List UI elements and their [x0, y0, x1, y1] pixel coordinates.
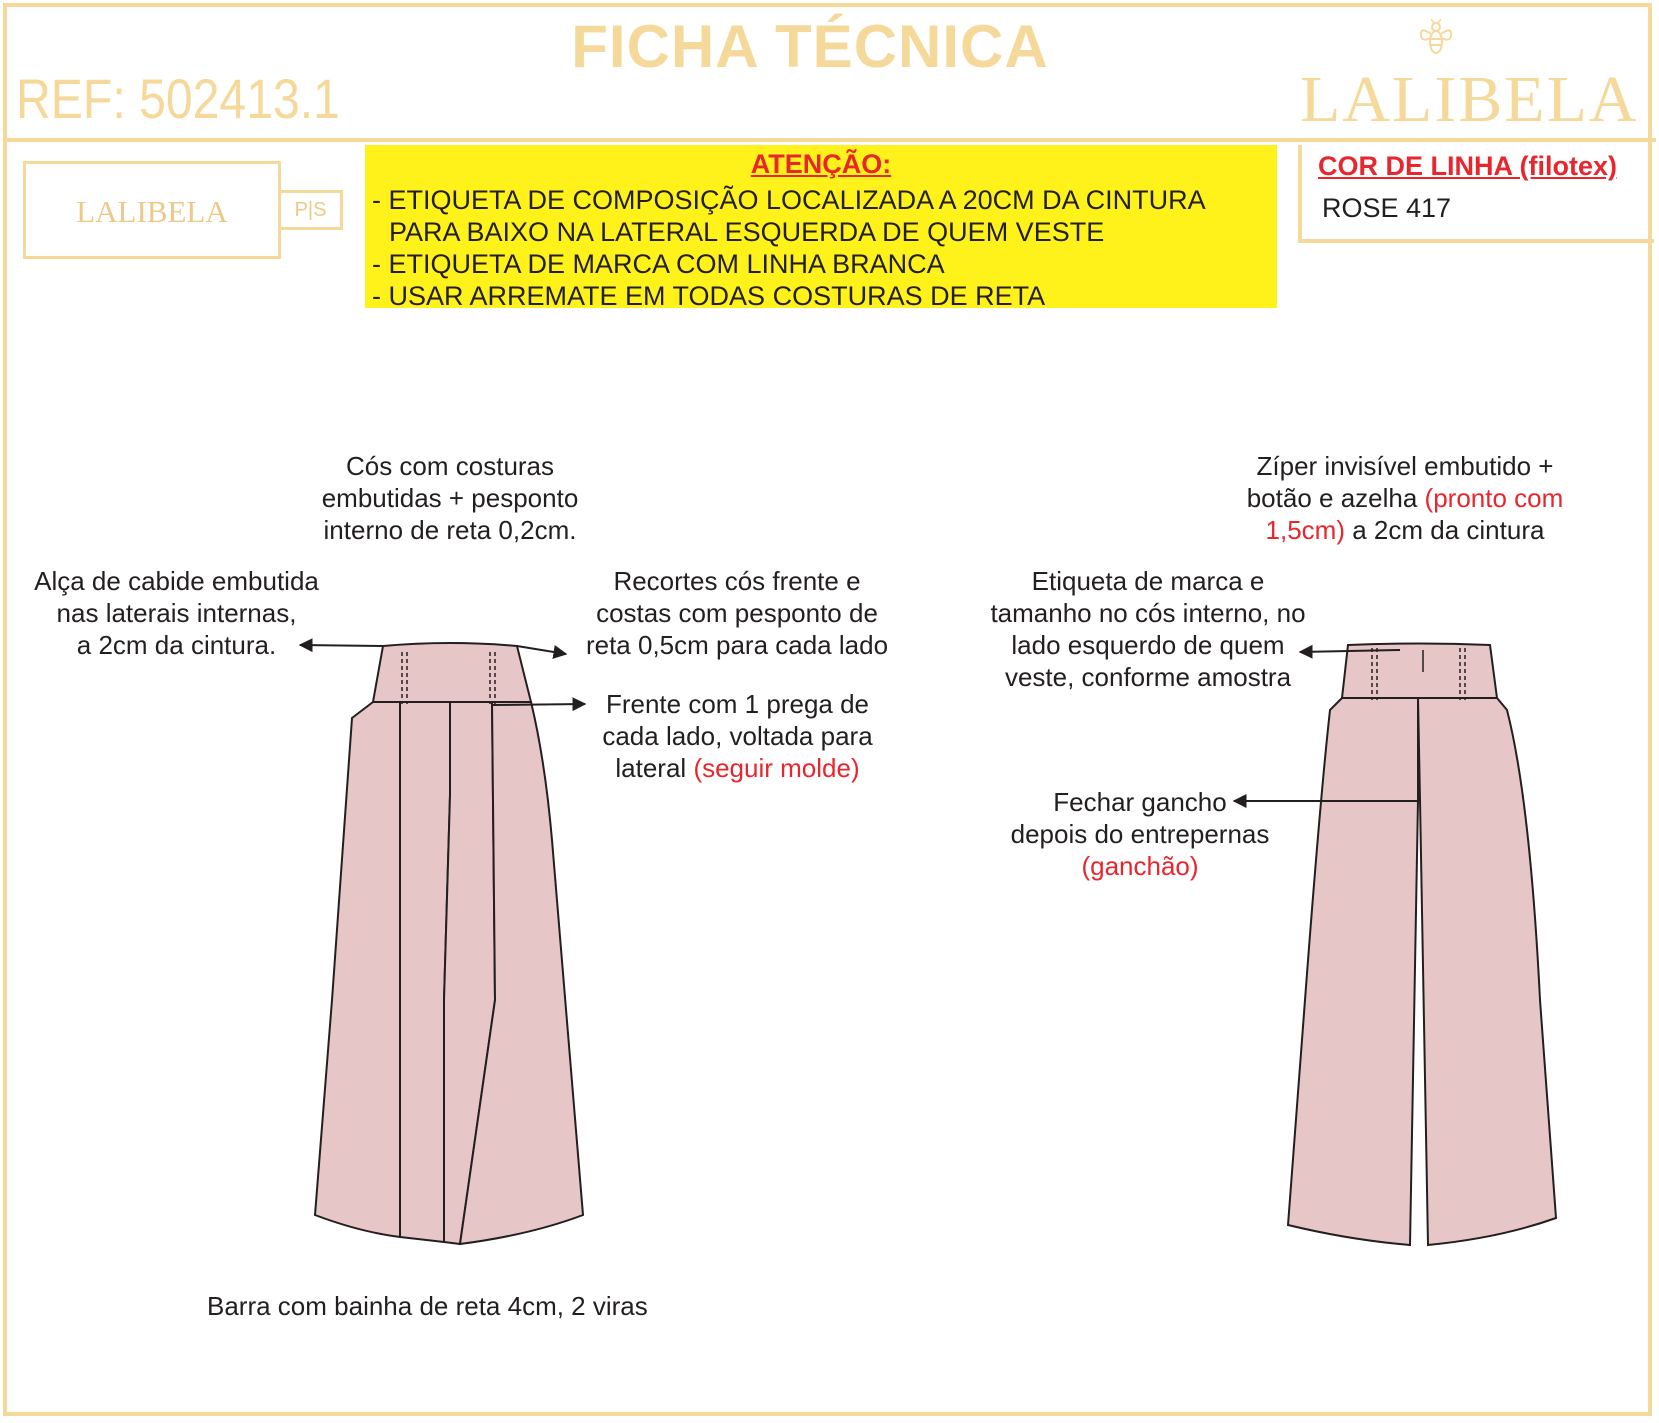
front-left-leg: [315, 702, 400, 1237]
note-brand-label: Etiqueta de marca e tamanho no cós interno, no lado esquerdo de quem veste, conforme amostra: [990, 566, 1306, 692]
note-crotch: Fechar gancho depois do entrepernas (ganchão): [1010, 787, 1270, 881]
note-pleat: Frente com 1 prega de cada lado, voltada para lateral (seguir molde): [602, 689, 873, 783]
label-brand-text: LALIBELA: [76, 194, 228, 229]
note-waistband: Cós com costuras embutidas + pesponto interno de reta 0,2cm.: [321, 451, 579, 545]
page-title: FICHA TÉCNICA: [571, 13, 1049, 80]
front-left-pleat-panel: [400, 702, 450, 1242]
arrow-waistband-cuts: [517, 646, 566, 654]
note-hem: Barra com bainha de reta 4cm, 2 viras: [207, 1291, 648, 1321]
note-zipper: Zíper invisível embutido + botão e azelha (pronto com 1,5cm) a 2cm da cintura: [1246, 451, 1564, 545]
front-trousers-drawing: [315, 643, 583, 1244]
arrow-pleat: [492, 704, 585, 705]
attention-line: - USAR ARREMATE EM TODAS COSTURAS DE RETA: [372, 281, 1046, 308]
attention-line: - ETIQUETA DE COMPOSIÇÃO LOCALIZADA A 20CM DA CINTURA: [372, 185, 1206, 215]
back-waistband: [1342, 644, 1497, 702]
back-right-leg: [1418, 698, 1556, 1245]
size-tag: P|S: [281, 190, 343, 230]
attention-line: PARA BAIXO NA LATERAL ESQUERDA DE QUEM VESTE: [389, 217, 1105, 247]
attention-title: ATENÇÃO:: [750, 149, 892, 179]
thread-color-value: ROSE 417: [1322, 193, 1452, 223]
reference-code: REF: 502413.1: [16, 67, 340, 130]
back-trousers-drawing: [1288, 644, 1556, 1246]
attention-line: - ETIQUETA DE MARCA COM LINHA BRANCA: [372, 249, 945, 279]
note-hanger-loop: Alça de cabide embutida nas laterais internas, a 2cm da cintura.: [34, 566, 319, 660]
front-waistband: [373, 643, 531, 706]
thread-color-title: COR DE LINHA (filotex): [1318, 151, 1617, 181]
back-left-leg: [1288, 698, 1418, 1245]
note-waistband-cuts: Recortes cós frente e costas com pesponto de reta 0,5cm para cada lado: [585, 566, 889, 660]
brand-logo: LALIBELA: [1300, 63, 1639, 136]
